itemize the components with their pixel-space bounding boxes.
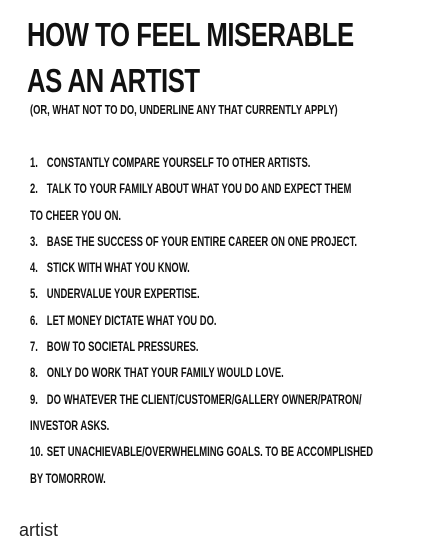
list-item xyxy=(30,387,373,440)
list-item-text: BOW TO SOCIETAL PRESSURES. xyxy=(46,339,199,355)
list-item-number: 7. xyxy=(30,339,38,355)
list-item-text: CONSTANTLY COMPARE YOURSELF TO OTHER ARTISTS. xyxy=(46,155,311,170)
list-item-text: SET UNACHIEVABLE/OVERWHELMING GOALS. TO BE ACCOMPLISHED xyxy=(46,444,374,460)
numbered-list xyxy=(30,150,373,492)
list-item xyxy=(30,308,373,334)
list-item-number: 3. xyxy=(30,233,38,249)
list-item xyxy=(30,229,373,255)
list-item-number: 4. xyxy=(30,260,38,276)
list-item-number: 9. xyxy=(30,391,38,407)
list-item-text: DO WHATEVER THE CLIENT/CUSTOMER/GALLERY OWNER/PATRON/ xyxy=(46,391,362,407)
document-subtitle: (OR, WHAT NOT TO DO, UNDERLINE ANY THAT CURRENTLY APPLY) xyxy=(30,102,338,117)
document-title xyxy=(27,12,354,104)
list-item-number: 1. xyxy=(30,155,38,170)
list-item xyxy=(30,176,373,229)
list-item-number: 5. xyxy=(30,286,38,302)
list-item-continuation: BY TOMORROW. xyxy=(30,470,106,486)
list-item xyxy=(30,439,373,492)
list-item-continuation: INVESTOR ASKS. xyxy=(30,417,110,433)
list-item-text: UNDERVALUE YOUR EXPERTISE. xyxy=(46,286,200,302)
list-item-number: 8. xyxy=(30,365,38,381)
list-item xyxy=(30,360,373,386)
list-item-number: 6. xyxy=(30,312,38,328)
title-line-2: AS AN ARTIST xyxy=(27,62,200,99)
list-item-continuation: TO CHEER YOU ON. xyxy=(30,207,122,223)
list-item xyxy=(30,334,373,360)
list-item-text: BASE THE SUCCESS OF YOUR ENTIRE CAREER ON ONE PROJECT. xyxy=(46,233,357,249)
list-item-text: ONLY DO WORK THAT YOUR FAMILY WOULD LOVE. xyxy=(46,365,284,381)
list-item-text: STICK WITH WHAT YOU KNOW. xyxy=(46,260,190,276)
list-item-number: 2. xyxy=(30,181,38,197)
title-line-1: HOW TO FEEL MISERABLE xyxy=(27,16,354,53)
list-item xyxy=(30,255,373,281)
list-item xyxy=(30,150,373,176)
list-item-text: LET MONEY DICTATE WHAT YOU DO. xyxy=(46,312,217,328)
list-item-text: TALK TO YOUR FAMILY ABOUT WHAT YOU DO AND EXPECT THEM xyxy=(46,181,352,197)
image-caption: artist xyxy=(19,520,59,540)
list-item-number: 10. xyxy=(30,444,44,460)
list-item xyxy=(30,281,373,307)
